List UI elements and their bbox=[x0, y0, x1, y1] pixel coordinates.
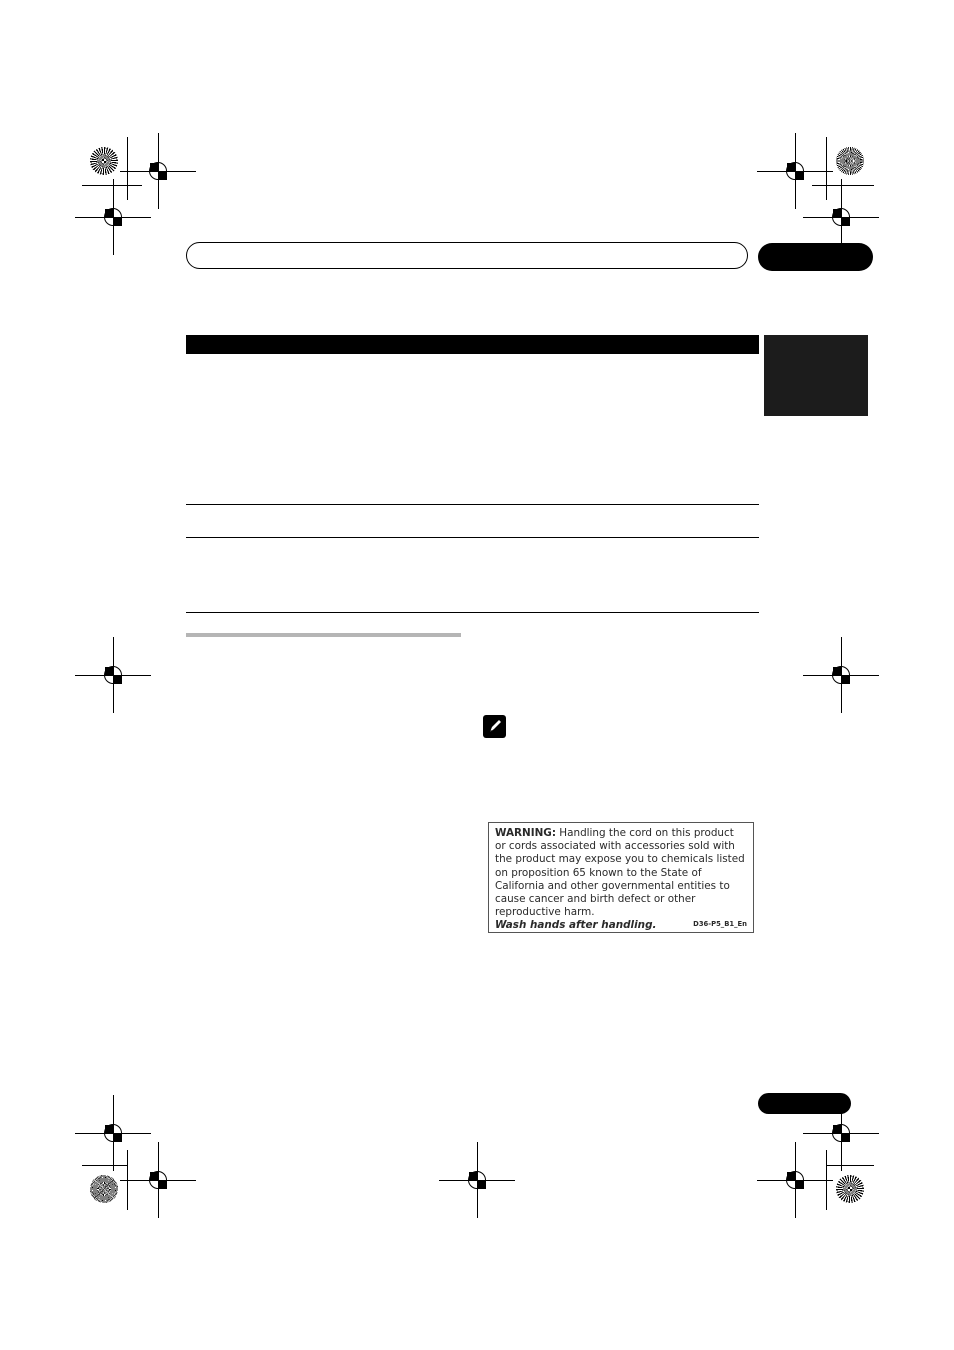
starburst-target-icon bbox=[90, 1175, 118, 1203]
starburst-target-icon bbox=[836, 1175, 864, 1203]
crop-mark bbox=[82, 185, 142, 186]
warning-label: WARNING: bbox=[495, 827, 556, 839]
language-side-tab bbox=[764, 335, 868, 416]
starburst-target-icon bbox=[836, 147, 864, 175]
crop-mark bbox=[826, 1165, 874, 1166]
crop-mark bbox=[82, 1165, 128, 1166]
page-number-pill bbox=[758, 1093, 851, 1114]
crop-mark bbox=[127, 137, 128, 200]
pencil-note-icon bbox=[483, 715, 506, 738]
section-title-bar bbox=[186, 335, 759, 354]
table-rule bbox=[186, 537, 759, 538]
crop-mark bbox=[127, 1150, 128, 1210]
crop-mark bbox=[826, 1150, 827, 1210]
warning-body: Handling the cord on this product or cords associated with accessories sold with the product may expose you to chemicals listed on proposition 65 known to the State of California and other governmental entities to cause cancer and birth defect or other reproductive harm. bbox=[495, 827, 745, 919]
warning-paragraph bbox=[495, 827, 747, 919]
chapter-header-pill bbox=[186, 242, 748, 269]
starburst-target-icon bbox=[90, 147, 118, 175]
crop-mark bbox=[812, 185, 874, 186]
document-code: D36-P5_B1_En bbox=[693, 920, 747, 928]
warning-instruction: Wash hands after handling. bbox=[495, 919, 657, 932]
table-rule bbox=[186, 612, 759, 613]
warning-box bbox=[488, 822, 754, 933]
subsection-rule bbox=[186, 633, 461, 637]
table-rule bbox=[186, 504, 759, 505]
chapter-number-tab bbox=[758, 243, 873, 271]
crop-mark bbox=[826, 137, 827, 200]
